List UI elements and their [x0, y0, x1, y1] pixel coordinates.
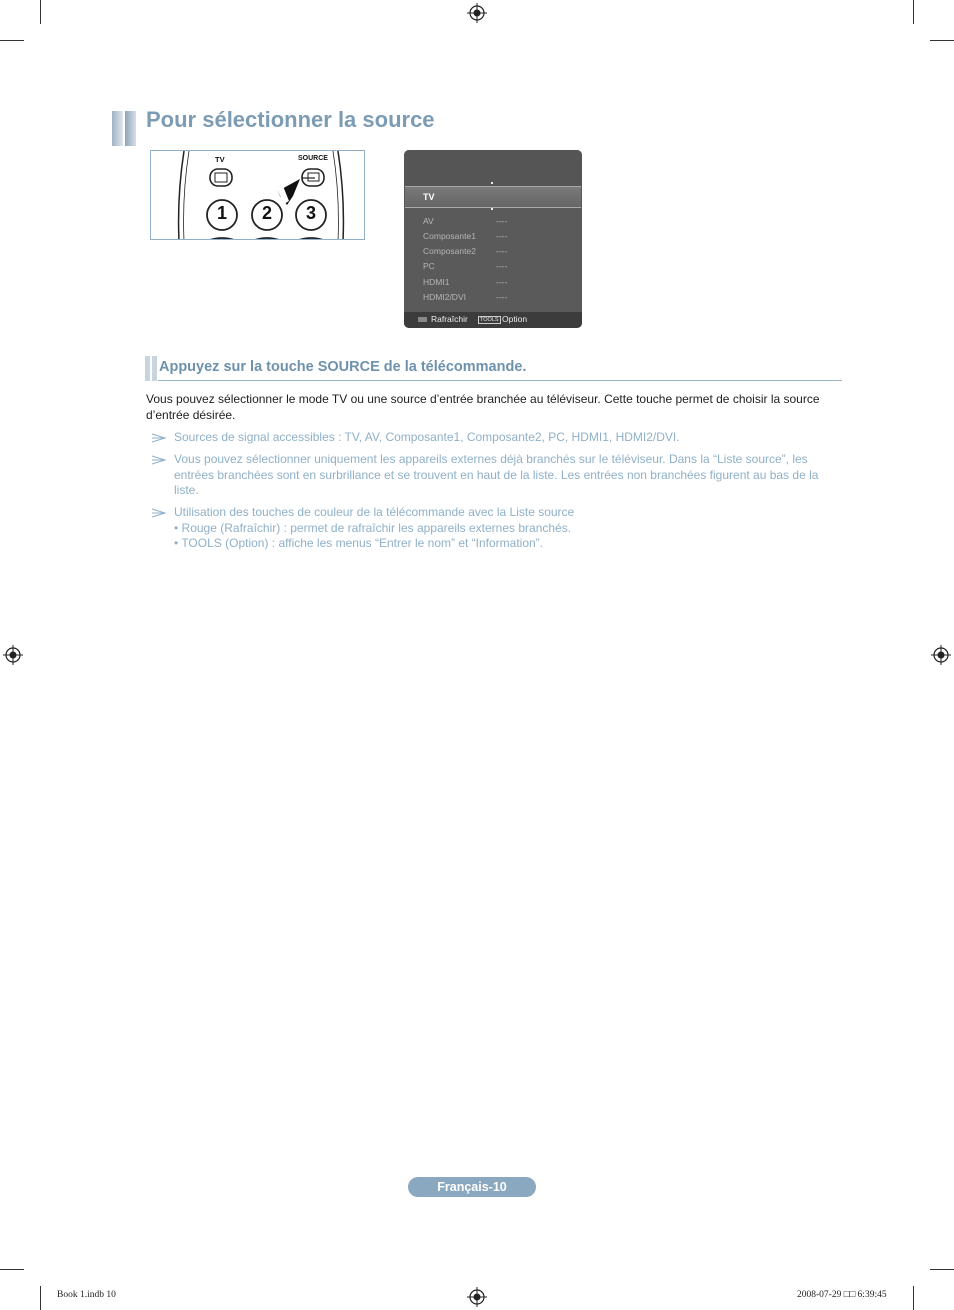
osd-item-value: ---- — [496, 292, 508, 302]
osd-item-av[interactable]: AV — [423, 216, 434, 226]
page-number-label: Français-10 — [408, 1177, 536, 1197]
subtitle-underline — [158, 380, 842, 381]
print-slug-left: Book 1.indb 10 — [57, 1290, 116, 1300]
crop-mark — [0, 1269, 24, 1270]
osd-item-composante1[interactable]: Composante1 — [423, 231, 476, 241]
osd-scroll-down-icon — [491, 208, 493, 210]
section-subtitle: Appuyez sur la touche SOURCE de la télécommande. — [159, 359, 527, 375]
note-text-bullet: • Rouge (Rafraîchir) : permet de rafraîchir les appareils externes branchés. — [174, 520, 572, 535]
title-accent-bar — [112, 111, 123, 146]
title-accent-bar — [125, 111, 136, 146]
osd-item-value: ---- — [496, 231, 508, 241]
registration-mark-icon — [467, 1287, 487, 1307]
osd-item-composante2[interactable]: Composante2 — [423, 246, 476, 256]
tools-key-icon: TOOLS — [480, 317, 499, 323]
registration-mark-icon — [467, 3, 487, 23]
print-slug-right: 2008-07-29 □□ 6:39:45 — [797, 1290, 887, 1300]
osd-item-value: ---- — [496, 261, 508, 271]
osd-refresh-label[interactable]: Rafraîchir — [431, 314, 468, 324]
note-text: Sources de signal accessibles : TV, AV, Composante1, Composante2, PC, HDMI1, HDMI2/DVI. — [174, 430, 680, 444]
crop-mark — [913, 1286, 914, 1310]
source-list-menu — [404, 150, 582, 328]
subtitle-accent-bar — [152, 356, 157, 381]
registration-mark-icon — [931, 645, 951, 665]
page-title: Pour sélectionner la source — [146, 107, 435, 132]
osd-item-pc[interactable]: PC — [423, 261, 435, 271]
osd-item-value: ---- — [496, 246, 508, 256]
crop-mark — [0, 40, 24, 41]
osd-item-value: ---- — [496, 216, 508, 226]
note-text: Utilisation des touches de couleur de la télécommande avec la Liste source — [174, 505, 575, 519]
subtitle-accent-bar — [145, 356, 150, 381]
remote-control-illustration — [150, 150, 365, 240]
note-item — [150, 452, 842, 499]
remote-tv-label: TV — [215, 155, 225, 164]
osd-header-area — [404, 150, 582, 186]
note-arrow-icon — [150, 433, 168, 443]
osd-selected-row[interactable] — [405, 186, 581, 208]
osd-option-label[interactable]: Option — [502, 314, 528, 324]
remote-key-2: 2 — [261, 203, 272, 223]
crop-mark — [913, 0, 914, 24]
crop-mark — [40, 0, 41, 24]
osd-footer — [404, 312, 582, 328]
registration-mark-icon — [3, 645, 23, 665]
crop-mark — [930, 1269, 954, 1270]
crop-mark — [40, 1286, 41, 1310]
note-arrow-icon — [150, 508, 168, 518]
remote-key-3: 3 — [305, 203, 316, 223]
osd-selected-label: TV — [423, 192, 435, 202]
note-text-bullet: • TOOLS (Option) : affiche les menus “Entrer le nom” et “Information”. — [174, 536, 544, 550]
crop-mark — [930, 40, 954, 41]
note-item — [150, 430, 842, 446]
osd-scroll-up-icon — [491, 182, 493, 184]
body-paragraph: Vous pouvez sélectionner le mode TV ou une source d’entrée branchée au téléviseur. Cette touche permet de choisir la source d’entrée désirée. — [146, 392, 820, 422]
osd-item-hdmi2-dvi[interactable]: HDMI2/DVI — [423, 292, 466, 302]
remote-key-1: 1 — [216, 203, 227, 223]
remote-source-label: SOURCE — [298, 155, 328, 162]
red-key-icon — [418, 317, 427, 322]
note-arrow-icon — [150, 455, 168, 465]
note-text: Vous pouvez sélectionner uniquement les appareils externes déjà branchés sur le téléviseur. Dans la “Liste source”, les entrées branchées sont en surbrillance et se trouvent en haut de la liste. Les entrées non branchées figurent au bas de la liste. — [174, 452, 819, 497]
osd-item-hdmi1[interactable]: HDMI1 — [423, 277, 450, 287]
note-item — [150, 505, 842, 552]
osd-item-value: ---- — [496, 277, 508, 287]
